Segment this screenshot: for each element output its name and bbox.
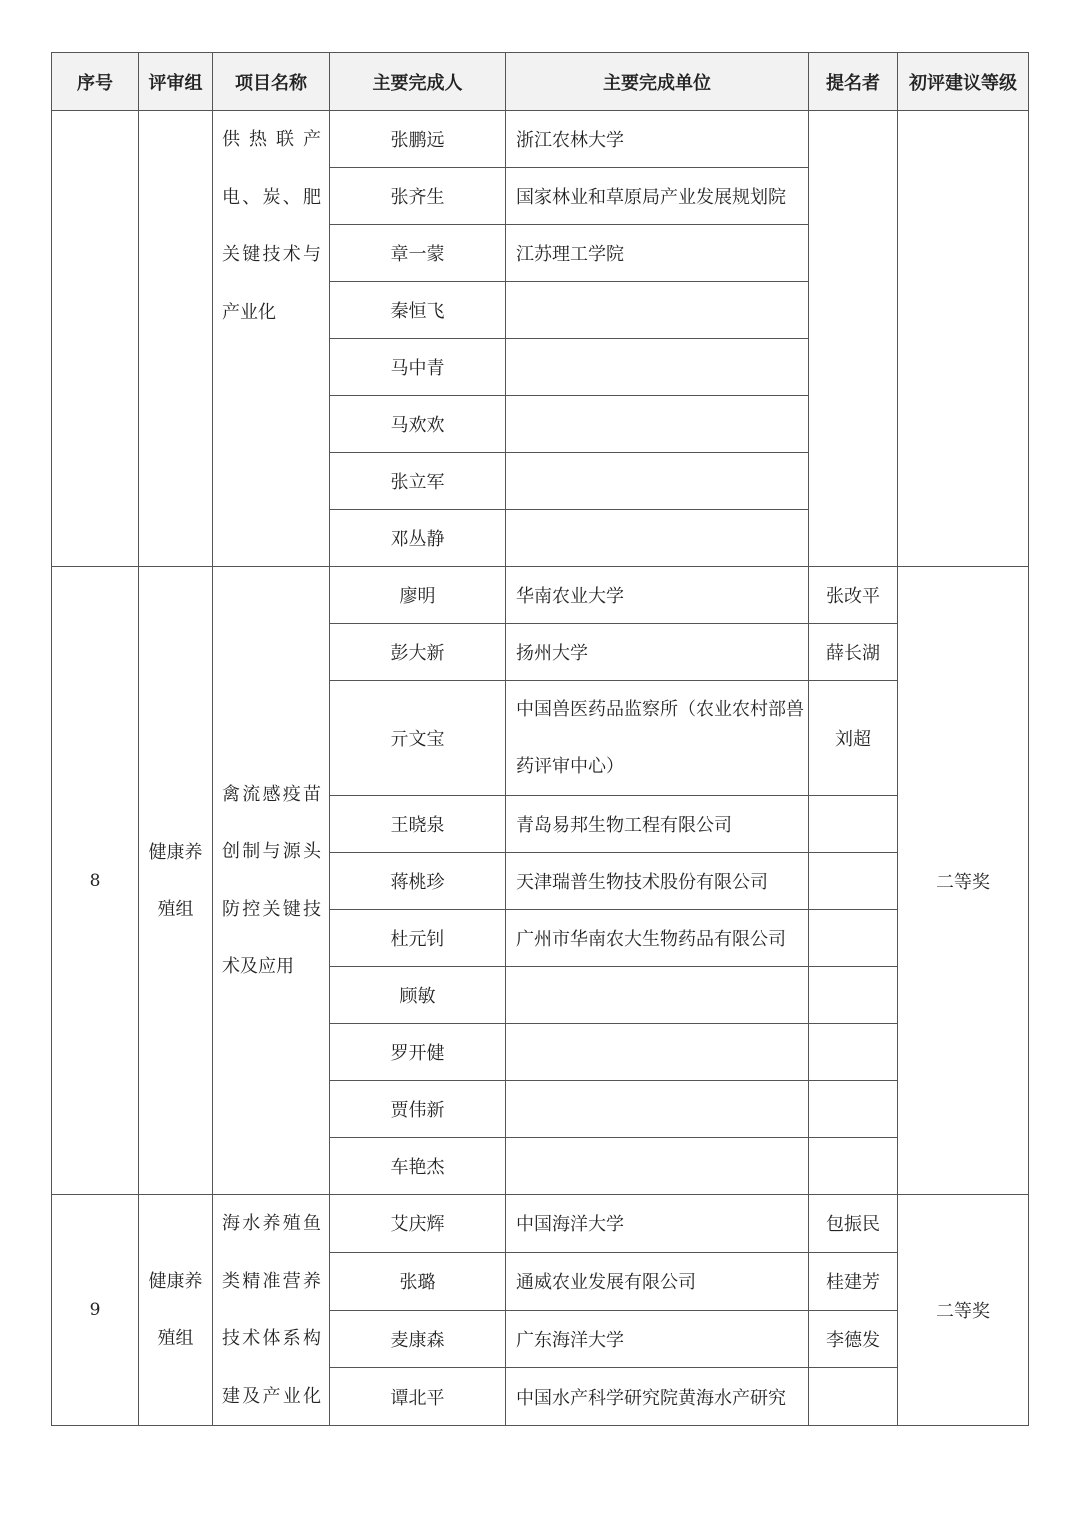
person-cell: 罗开健 xyxy=(330,1024,506,1081)
person-cell: 秦恒飞 xyxy=(330,282,506,339)
project-line: 技术体系构 xyxy=(222,1328,321,1349)
unit-cell: 国家林业和草原局产业发展规划院 xyxy=(506,168,809,225)
unit-cell xyxy=(506,453,809,510)
unit-cell: 青岛易邦生物工程有限公司 xyxy=(506,796,809,853)
grade-cell: 二等奖 xyxy=(898,1195,1029,1426)
person-cell: 张齐生 xyxy=(330,168,506,225)
nominator-cell: 刘超 xyxy=(809,681,898,796)
unit-line: 中国兽医药品监察所（农业农村部兽 xyxy=(516,699,804,720)
group-line: 殖组 xyxy=(157,898,194,920)
person-cell: 贾伟新 xyxy=(330,1081,506,1138)
unit-cell xyxy=(506,1024,809,1081)
project-cell xyxy=(213,1195,330,1426)
header-grade: 初评建议等级 xyxy=(898,53,1029,111)
table-row xyxy=(52,1195,1029,1253)
unit-cell xyxy=(506,510,809,567)
person-cell: 彭大新 xyxy=(330,624,506,681)
grade-cell: 二等奖 xyxy=(898,567,1029,1195)
unit-cell: 中国海洋大学 xyxy=(506,1195,809,1253)
project-line: 关键技术与 xyxy=(222,244,321,265)
person-cell: 艾庆辉 xyxy=(330,1195,506,1253)
person-cell: 章一蒙 xyxy=(330,225,506,282)
seq-cell: 8 xyxy=(52,567,139,1195)
table-row xyxy=(52,567,1029,624)
nominator-cell: 桂建芳 xyxy=(809,1252,898,1310)
unit-cell: 中国水产科学研究院黄海水产研究 xyxy=(506,1368,809,1426)
header-persons: 主要完成人 xyxy=(330,53,506,111)
person-cell: 张璐 xyxy=(330,1252,506,1310)
unit-cell: 天津瑞普生物技术股份有限公司 xyxy=(506,853,809,910)
project-line: 类精准营养 xyxy=(222,1270,321,1292)
header-nominator: 提名者 xyxy=(809,53,898,111)
nominator-cell: 包振民 xyxy=(809,1195,898,1253)
unit-cell xyxy=(506,967,809,1024)
project-cell xyxy=(213,567,330,1195)
unit-cell: 广东海洋大学 xyxy=(506,1310,809,1368)
group-line: 健康养 xyxy=(148,1271,203,1292)
nominator-cell xyxy=(809,1024,898,1081)
header-seq: 序号 xyxy=(52,53,139,111)
nominator-cell: 薛长湖 xyxy=(809,624,898,681)
person-cell: 车艳杰 xyxy=(330,1138,506,1195)
unit-cell xyxy=(506,339,809,396)
unit-cell xyxy=(506,282,809,339)
nominator-cell xyxy=(809,111,898,567)
unit-cell xyxy=(506,1081,809,1138)
group-line: 殖组 xyxy=(157,1328,194,1349)
unit-cell xyxy=(506,681,809,796)
seq-cell xyxy=(52,111,139,567)
project-cell xyxy=(213,111,330,567)
person-cell: 张鹏远 xyxy=(330,111,506,168)
seq-cell: 9 xyxy=(52,1195,139,1426)
group-cell xyxy=(139,111,213,567)
project-line: 术及应用 xyxy=(222,956,294,977)
person-cell: 马欢欢 xyxy=(330,396,506,453)
project-line: 防控关键技 xyxy=(222,898,321,920)
project-line: 建及产业化 xyxy=(222,1385,321,1407)
project-line: 电、炭、肥 xyxy=(222,186,321,208)
unit-cell: 江苏理工学院 xyxy=(506,225,809,282)
unit-cell: 扬州大学 xyxy=(506,624,809,681)
project-line: 海水养殖鱼 xyxy=(222,1213,321,1234)
nominator-cell: 李德发 xyxy=(809,1310,898,1368)
header-group: 评审组 xyxy=(139,53,213,111)
header-row xyxy=(52,53,1029,111)
nominator-cell xyxy=(809,1138,898,1195)
unit-cell: 广州市华南农大生物药品有限公司 xyxy=(506,910,809,967)
nominator-cell xyxy=(809,853,898,910)
person-cell: 麦康森 xyxy=(330,1310,506,1368)
person-cell: 蒋桃珍 xyxy=(330,853,506,910)
person-cell: 亓文宝 xyxy=(330,681,506,796)
awards-table xyxy=(51,52,1029,1426)
project-line: 供热联产 xyxy=(222,129,321,150)
unit-line: 药评审中心） xyxy=(516,756,624,777)
person-cell: 张立军 xyxy=(330,453,506,510)
header-project: 项目名称 xyxy=(213,53,330,111)
project-line: 禽流感疫苗 xyxy=(222,783,321,805)
nominator-cell: 张改平 xyxy=(809,567,898,624)
nominator-cell xyxy=(809,1081,898,1138)
unit-cell xyxy=(506,1138,809,1195)
unit-cell: 华南农业大学 xyxy=(506,567,809,624)
group-cell xyxy=(139,1195,213,1426)
person-cell: 邓丛静 xyxy=(330,510,506,567)
unit-cell: 通威农业发展有限公司 xyxy=(506,1252,809,1310)
person-cell: 顾敏 xyxy=(330,967,506,1024)
grade-cell xyxy=(898,111,1029,567)
unit-cell: 浙江农林大学 xyxy=(506,111,809,168)
person-cell: 杜元钊 xyxy=(330,910,506,967)
person-cell: 谭北平 xyxy=(330,1368,506,1426)
person-cell: 王晓泉 xyxy=(330,796,506,853)
project-line: 产业化 xyxy=(222,301,276,323)
nominator-cell xyxy=(809,1368,898,1426)
group-line: 健康养 xyxy=(148,841,203,863)
person-cell: 马中青 xyxy=(330,339,506,396)
nominator-cell xyxy=(809,967,898,1024)
header-units: 主要完成单位 xyxy=(506,53,809,111)
nominator-cell xyxy=(809,796,898,853)
nominator-cell xyxy=(809,910,898,967)
unit-cell xyxy=(506,396,809,453)
table-row xyxy=(52,111,1029,168)
person-cell: 廖明 xyxy=(330,567,506,624)
group-cell xyxy=(139,567,213,1195)
project-line: 创制与源头 xyxy=(222,841,321,862)
